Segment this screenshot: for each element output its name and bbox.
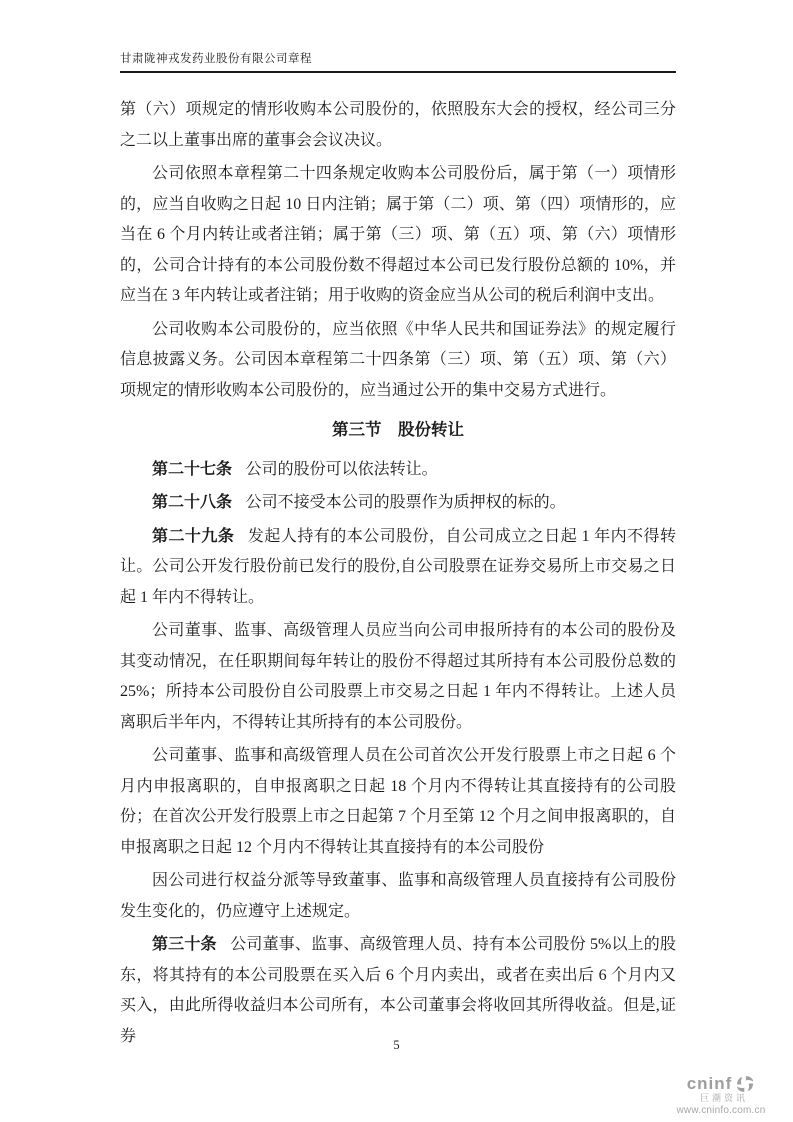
article-number: 第二十八条 <box>152 494 233 511</box>
page-number <box>0 1038 793 1053</box>
cninfo-wordmark-row <box>655 1074 787 1094</box>
paragraph-text: 第（六）项规定的情形收购本公司股份的，依照股东大会的授权，经公司三分之二以上董事出席的董事会会议决议。 <box>120 101 676 149</box>
cninfo-swirl-icon <box>735 1074 755 1094</box>
article <box>120 930 676 1052</box>
page-header <box>120 50 676 73</box>
paragraph-text: 公司依照本章程第二十四条规定收购本公司股份后，属于第（一）项情形的，应当自收购之日起 10 日内注销；属于第（二）项、第（四）项情形的，应当在 6 个月内转让或者注销；属于第（三）项、第（五）项、第（六）项情形的，公司合计持有的本公司股份数不得超过本公司已发行股份总额的 10%，并应当在 3 年内转让或者注销；用于收购的资金应当从公司的税后利润中支出。 <box>120 165 676 304</box>
paragraph <box>120 616 676 738</box>
paragraph <box>120 95 676 156</box>
paragraph <box>120 315 676 407</box>
cninfo-chinese-name: 巨潮资讯 <box>699 1093 748 1103</box>
section-heading-text: 第三节 股份转让 <box>332 420 464 439</box>
cninfo-url: www.cninfo.com.cn <box>676 1104 766 1116</box>
article-number: 第二十九条 <box>152 527 235 545</box>
paragraph-text: 公司董事、监事、高级管理人员应当向公司申报所持有的本公司的股份及其变动情况，在任职期间每年转让的股份不得超过其所持有本公司股份总数的 25%；所持本公司股份自公司股票上市交易之日起 1 年内不得转让。上述人员离职后半年内，不得转让其所持有的本公司股份。 <box>120 622 676 731</box>
article-text: 发起人持有的本公司股份，自公司成立之日起 1 年内不得转让。公司公开发行股份前已发行的股份,自公司股票在证券交易所上市交易之日起 1 年内不得转让。 <box>120 527 676 606</box>
article-text: 公司不接受本公司的股票作为质押权的标的。 <box>245 494 566 511</box>
document-body <box>120 95 676 1055</box>
article-number: 第二十七条 <box>152 460 233 478</box>
document-title: 甘肃陇神戎发药业股份有限公司章程 <box>120 53 312 65</box>
section-heading <box>120 415 676 446</box>
paragraph-text: 公司收购本公司股份的，应当依照《中华人民共和国证券法》的规定履行信息披露义务。公司因本章程第二十四条第（三）项、第（五）项、第（六）项规定的情形收购本公司股份的，应当通过公开的集中交易方式进行。 <box>120 320 676 399</box>
paragraph-text: 公司董事、监事和高级管理人员在公司首次公开发行股票上市之日起 6 个月内申报离职的，自申报离职之日起 18 个月内不得转让其直接持有的公司股份；在首次公开发行股票上市之日起第 7 个月至第 12 个月之间申报离职的，自申报离职之日起 12 个月内不得转让其直接持有的本公司股份 <box>120 747 676 856</box>
article-number: 第三十条 <box>152 936 217 953</box>
page-number-value: 5 <box>393 1038 400 1052</box>
article <box>120 455 676 486</box>
cninfo-wordmark: cninf <box>686 1073 733 1093</box>
paragraph <box>120 741 676 863</box>
article <box>120 522 676 614</box>
article <box>120 488 676 519</box>
paragraph <box>120 159 676 312</box>
paragraph-text: 因公司进行权益分派等导致董事、监事和高级管理人员直接持有公司股份发生变化的，仍应遵守上述规定。 <box>120 872 676 920</box>
article-text: 公司董事、监事、高级管理人员、持有本公司股份 5%以上的股东，将其持有的本公司股票在买入后 6 个月内卖出，或者在卖出后 6 个月内又买入，由此所得收益归本公司所有，本公司董事会将收回其所得收益。但是,证券 <box>120 936 676 1045</box>
cninfo-logo <box>655 1074 787 1116</box>
article-text: 公司的股份可以依法转让。 <box>245 460 438 478</box>
paragraph <box>120 866 676 927</box>
